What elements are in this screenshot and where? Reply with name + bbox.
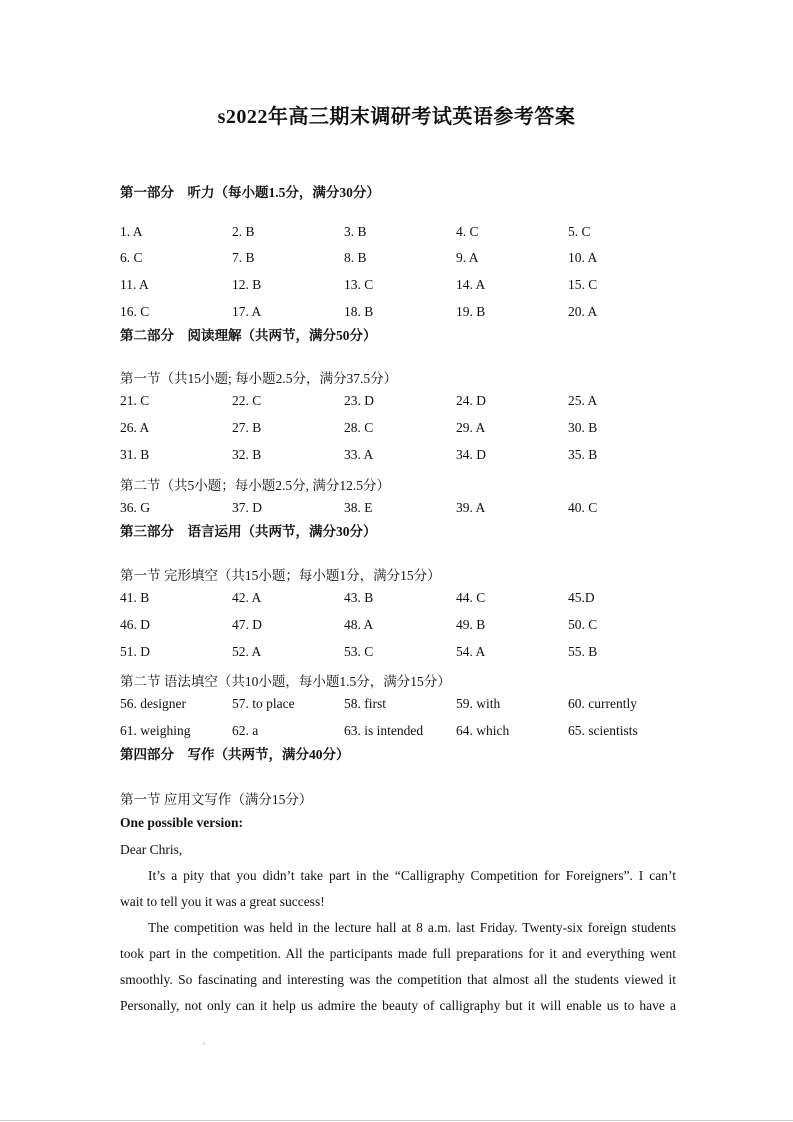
answer-item: 58. first (344, 696, 386, 711)
answer-item: 11. A (120, 277, 149, 292)
answer-item: 6. C (120, 250, 143, 265)
answer-item: 60. currently (568, 696, 637, 711)
answer-item: 55. B (568, 644, 598, 659)
answer-item: 4. C (456, 224, 479, 239)
essay-line: took part in the competition. All the participants made full preparations for it and everything went (120, 946, 676, 961)
answer-item: 24. D (456, 393, 486, 408)
answer-item: 19. B (456, 304, 486, 319)
essay-line: wait to tell you it was a great success! (120, 894, 325, 909)
answer-item: 37. D (232, 500, 262, 515)
answer-item: 46. D (120, 617, 150, 632)
answer-item: 5. C (568, 224, 591, 239)
part2-heading: 第二部分 阅读理解（共两节，满分50分） (120, 328, 377, 343)
answer-item: 15. C (568, 277, 598, 292)
answer-row (120, 617, 680, 635)
answer-row (120, 224, 680, 242)
speck-mark (203, 1043, 205, 1044)
answer-item: 52. A (232, 644, 262, 659)
essay-line: The competition was held in the lecture hall at 8 a.m. last Friday. Twenty-six foreign students (148, 920, 676, 935)
answer-item: 28. C (344, 420, 374, 435)
answer-item: 22. C (232, 393, 262, 408)
part4-section1-label: 第一节 应用文写作（满分15分） (120, 792, 313, 807)
part4-heading: 第四部分 写作（共两节，满分40分） (120, 747, 350, 762)
answer-item: 38. E (344, 500, 373, 515)
answer-item: 7. B (232, 250, 255, 265)
answer-item: 21. C (120, 393, 150, 408)
answer-item: 44. C (456, 590, 486, 605)
answer-item: 57. to place (232, 696, 295, 711)
answer-row (120, 304, 680, 322)
answer-item: 39. A (456, 500, 486, 515)
answer-item: 53. C (344, 644, 374, 659)
answer-item: 34. D (456, 447, 486, 462)
part1-heading: 第一部分 听力（每小题1.5分，满分30分） (120, 185, 380, 200)
answer-item: 2. B (232, 224, 255, 239)
answer-item: 30. B (568, 420, 598, 435)
answer-item: 27. B (232, 420, 262, 435)
answer-row (120, 500, 680, 518)
answer-item: 65. scientists (568, 723, 638, 738)
part2-section2-label: 第二节（共5小题；每小题2.5分, 满分12.5分） (120, 478, 390, 493)
answer-item: 54. A (456, 644, 486, 659)
answer-item: 12. B (232, 277, 262, 292)
answer-item: 14. A (456, 277, 486, 292)
essay-line: It’s a pity that you didn’t take part in the “Calligraphy Competition for Foreigners”. I can’t (148, 868, 676, 883)
answer-row (120, 590, 680, 608)
answer-row (120, 696, 680, 714)
answer-item: 47. D (232, 617, 262, 632)
answer-item: 56. designer (120, 696, 186, 711)
answer-item: 43. B (344, 590, 374, 605)
answer-item: 32. B (232, 447, 262, 462)
page-title: s2022年高三期末调研考试英语参考答案 (217, 106, 576, 128)
answer-item: 36. G (120, 500, 150, 515)
answer-item: 26. A (120, 420, 150, 435)
answer-item: 42. A (232, 590, 262, 605)
part2-section1-label: 第一节（共15小题; 每小题2.5分，满分37.5分） (120, 371, 398, 386)
answer-item: 50. C (568, 617, 598, 632)
part3-section1-label: 第一节 完形填空（共15小题；每小题1分，满分15分） (120, 568, 441, 583)
answer-row (120, 723, 680, 741)
answer-item: 33. A (344, 447, 374, 462)
answer-item: 64. which (456, 723, 510, 738)
part3-section2-label: 第二节 语法填空（共10小题，每小题1.5分，满分15分） (120, 674, 451, 689)
answer-item: 41. B (120, 590, 150, 605)
answer-item: 18. B (344, 304, 374, 319)
answer-item: 49. B (456, 617, 486, 632)
answer-item: 63. is intended (344, 723, 424, 738)
version-label: One possible version: (120, 815, 244, 830)
answer-item: 31. B (120, 447, 150, 462)
answer-item: 13. C (344, 277, 374, 292)
answer-item: 48. A (344, 617, 374, 632)
answer-item: 59. with (456, 696, 501, 711)
answer-item: 9. A (456, 250, 479, 265)
answer-item: 62. a (232, 723, 259, 738)
answer-row (120, 250, 680, 268)
answer-item: 61. weighing (120, 723, 191, 738)
answer-item: 23. D (344, 393, 374, 408)
essay-line: Personally, not only can it help us admire the beauty of calligraphy but it will enable us to have a (120, 998, 676, 1013)
answer-row (120, 420, 680, 438)
answer-item: 16. C (120, 304, 150, 319)
answer-item: 10. A (568, 250, 598, 265)
answer-item: 20. A (568, 304, 598, 319)
answer-item: 35. B (568, 447, 598, 462)
essay-line: smoothly. So fascinating and interesting was the competition that almost all the students viewed it (120, 972, 676, 987)
answer-item: 25. A (568, 393, 598, 408)
answer-item: 29. A (456, 420, 486, 435)
answer-row (120, 393, 680, 411)
answer-item: 8. B (344, 250, 367, 265)
answer-item: 3. B (344, 224, 367, 239)
answer-row (120, 447, 680, 465)
answer-row (120, 277, 680, 295)
letter-greeting: Dear Chris, (120, 842, 183, 857)
answer-item: 40. C (568, 500, 598, 515)
part3-heading: 第三部分 语言运用（共两节，满分30分） (120, 524, 377, 539)
answer-item: 17. A (232, 304, 262, 319)
answer-item: 51. D (120, 644, 150, 659)
page-bottom-edge (0, 1120, 793, 1121)
answer-item: 1. A (120, 224, 143, 239)
answer-row (120, 644, 680, 662)
answer-item: 45.D (568, 590, 595, 605)
